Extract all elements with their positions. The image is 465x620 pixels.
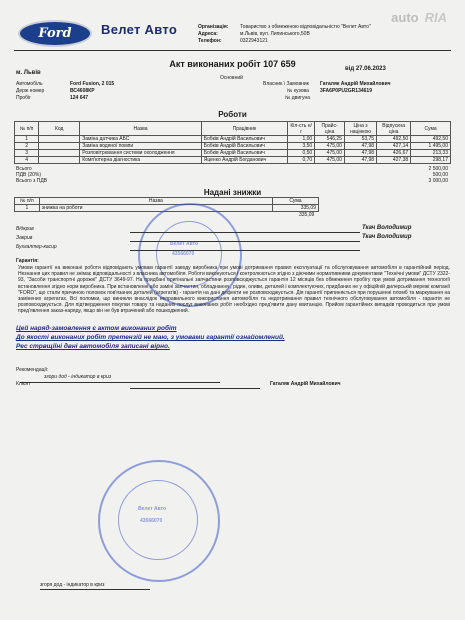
table-row xyxy=(15,157,451,164)
owner-value: Гаталяк Андрій Михайлович xyxy=(320,81,391,87)
total-with-vat-label: Всього з ПДВ xyxy=(16,178,48,184)
table-cell xyxy=(39,143,80,150)
table-cell: Бобків Андрій Васильович xyxy=(201,143,287,150)
table-cell: 53,75 xyxy=(344,136,376,143)
table-cell: Бобків Андрій Васильович xyxy=(201,136,287,143)
company-stamp-secondary xyxy=(98,460,220,582)
table-cell: Яценко Андрій Богданович xyxy=(201,157,287,164)
client-label: Клієнт xyxy=(16,381,31,387)
works-section-title: Роботи xyxy=(218,110,247,119)
table-cell xyxy=(39,157,80,164)
bottom-note-line xyxy=(40,589,150,590)
stamp-code: 43566070 xyxy=(172,251,195,257)
header-cell: № п/п xyxy=(15,122,39,136)
issued-by-label: Відкрив xyxy=(16,226,34,232)
header-cell: Кіл-сть н/г xyxy=(288,122,315,136)
discounts-header-row xyxy=(15,198,319,205)
vin-label: № кузова xyxy=(287,88,309,94)
table-cell: 475,00 xyxy=(315,157,345,164)
table-cell: Розповітрювання системи охолодження xyxy=(80,150,202,157)
vin-value: 3FA6P0PU2GR134619 xyxy=(320,88,372,94)
closed-signature-line xyxy=(130,241,360,242)
engine-label: № двигуна xyxy=(285,95,310,101)
notice-act: Цей наряд-замовлення є актом виконаних робіт xyxy=(16,325,177,332)
table-cell: 213,33 xyxy=(411,150,451,157)
table-cell xyxy=(39,136,80,143)
header-cell: Назва xyxy=(39,198,272,205)
phone-label: Телефон: xyxy=(198,38,222,44)
discounts-total: 335,09 xyxy=(299,212,315,218)
notice-no-claims: До якості виконаних робіт претензій не маю, з умовами гарантії ознайомлений. xyxy=(16,334,285,341)
document-date: від 27.06.2023 xyxy=(345,66,386,72)
table-row xyxy=(15,150,451,157)
car-label: Автомобіль xyxy=(16,81,43,87)
table-cell: 3,50 xyxy=(288,143,315,150)
closed-by-label: Закрив xyxy=(16,235,33,241)
info-main-label: Основний xyxy=(220,75,243,81)
table-cell: 426,67 xyxy=(377,150,411,157)
owner-label: Власник \ Замовник xyxy=(263,81,309,87)
issued-signature-line xyxy=(130,232,360,233)
header-cell: № п/п xyxy=(15,198,40,205)
table-cell: 0,50 xyxy=(288,150,315,157)
table-cell: 2 xyxy=(15,143,39,150)
notice-vehicle-data: Рес стрвщіїні двні автомобіля записані вірно. xyxy=(16,343,170,350)
warranty-label: Гарантія: xyxy=(16,258,39,264)
header-cell: Прайс-ціна xyxy=(315,122,345,136)
closed-by-value: Ткач Володимир xyxy=(362,234,412,240)
car-value: Ford Fusion, 2 015 xyxy=(70,81,115,87)
table-cell: 298,17 xyxy=(411,157,451,164)
table-cell: 1 xyxy=(15,136,39,143)
recommendations-label: Рекомендації: xyxy=(16,367,49,373)
table-cell: 1 495,00 xyxy=(411,143,451,150)
mileage-label: Пробіг xyxy=(16,95,31,101)
bottom-note: згоря дод - індикатор в криз xyxy=(40,582,105,588)
document-title: Акт виконаних робіт 107 659 xyxy=(169,59,296,69)
header-cell: Сума xyxy=(272,198,318,205)
table-row xyxy=(15,136,451,143)
plate-value: ВС4608КР xyxy=(70,88,95,94)
table-cell: 475,00 xyxy=(315,150,345,157)
header-cell: Назва xyxy=(80,122,202,136)
header-cell: Код xyxy=(39,122,80,136)
company-name: Велет Авто xyxy=(101,22,178,37)
table-cell: 3 xyxy=(15,150,39,157)
table-cell: 492,50 xyxy=(377,136,411,143)
header-cell: Ціна з націнкою xyxy=(344,122,376,136)
address-value: м.Львів, вул. Липинського,50В xyxy=(240,31,310,37)
recommendations-value: згори дод - індикатор в криз xyxy=(44,374,112,380)
table-row xyxy=(15,143,451,150)
discounts-section-title: Надані знижки xyxy=(203,188,262,197)
client-value: Гаталяк Андрій Михайлович xyxy=(270,381,341,387)
table-cell: 335,09 xyxy=(272,205,318,212)
ford-logo xyxy=(18,20,92,47)
accountant-signature-line xyxy=(130,250,360,251)
ford-logo-text: Ford xyxy=(38,26,72,41)
works-header-row xyxy=(15,122,451,136)
stamp-code: 43566070 xyxy=(140,518,163,524)
table-cell: 1,00 xyxy=(288,136,315,143)
table-cell: 47,98 xyxy=(344,157,376,164)
table-cell: 492,50 xyxy=(411,136,451,143)
table-cell: Комп'ютерна діагностика xyxy=(80,157,202,164)
header-divider xyxy=(14,50,451,51)
table-cell: 427,38 xyxy=(377,157,411,164)
total-with-vat-value: 3 000,00 xyxy=(428,178,448,184)
stamp-text: Велет Авто xyxy=(138,506,167,512)
works-total-label: Всього xyxy=(16,166,32,172)
table-cell: 546,25 xyxy=(315,136,345,143)
table-cell: 475,00 xyxy=(315,143,345,150)
table-cell: 4 xyxy=(15,157,39,164)
document-city: м. Львів xyxy=(16,70,41,76)
client-signature-line xyxy=(130,388,260,389)
auto-ria-watermark: auto RIA xyxy=(391,10,447,25)
header-cell: Сума xyxy=(411,122,451,136)
plate-label: Держ номер xyxy=(16,88,45,94)
mileage-value: 124 647 xyxy=(70,95,89,101)
table-cell: Бобків Андрій Васильович xyxy=(201,150,287,157)
phone-value: 0322943121 xyxy=(240,38,268,44)
table-cell: 1 xyxy=(15,205,40,212)
table-cell: 427,14 xyxy=(377,143,411,150)
vat-value: 500,00 xyxy=(432,172,448,178)
vat-label: ПДВ (20%) xyxy=(16,172,42,178)
org-value: Товариство з обмеженою відповідальністю "Велет Авто" xyxy=(240,24,371,30)
issued-by-value: Ткач Володимир xyxy=(362,225,412,231)
table-cell: Заміна водяної помпи xyxy=(80,143,202,150)
address-label: Адреса: xyxy=(198,31,218,37)
table-cell: Заміна датчика АБС xyxy=(80,136,202,143)
accountant-label: Бухгалтер-касир xyxy=(16,244,57,250)
table-cell: 0,70 xyxy=(288,157,315,164)
header-cell: Працівник xyxy=(201,122,287,136)
warranty-terms: Умови гарантії на виконані роботи відповідають умовам гарантії заводу виробника при умові дотримання правил експлуатації та обслуговування автомобіля в гарантійний період. Незнання цих правил не знімає відповідальності з власника автомобіля. Роботи виконуються і контролюються згідно з діючими нормативними документами "Технічні умови" ДСТУ 2322-93, "Засоби транспортні дорожні" ДСТУ 3649-97. На придбані оригінальні запчастини розповсюджується гарантія 12 місяців без обмеження пробігу при умові дотримання технології встановлення згідно норм виробника. При встановленні або заміні запчастин, обладнання , рідин, оливи, деталей і комплектуючих, придбаних не у офіційній дилерській мережі компанії "FORD", що стали причиною поломок пов'язаних деталей (агрегатів) - гарантія на дані дефекти не розповсюджується. Дія гарантії припиняється при порушенні пломб та маркування на замінених агрегатах. Всі поломки, що виникли внаслідок неправильного використання автомобіля та недотримання правил технічного обслуговування автомобіля - гарантія не розповсюджується. Для підтвердження покупки товару та наданих послуг виконаних робіт необхідно пред'явити дану квитанцію. Прийом гарантійних випадків проводиться при умові пред'явлення заказ-наряду, якщо він не був втрачений або пошкоджений. xyxy=(18,265,450,315)
table-cell xyxy=(39,150,80,157)
table-cell: 47,98 xyxy=(344,143,376,150)
header-cell: Відпускна ціна xyxy=(377,122,411,136)
works-table xyxy=(14,121,451,164)
table-cell: 47,98 xyxy=(344,150,376,157)
recommendations-line xyxy=(20,382,220,383)
table-cell: знижка на роботи xyxy=(39,205,272,212)
stamp-text: Велет Авто xyxy=(170,241,199,247)
org-label: Організація: xyxy=(198,24,229,30)
works-total-value: 2 500,00 xyxy=(428,166,448,172)
